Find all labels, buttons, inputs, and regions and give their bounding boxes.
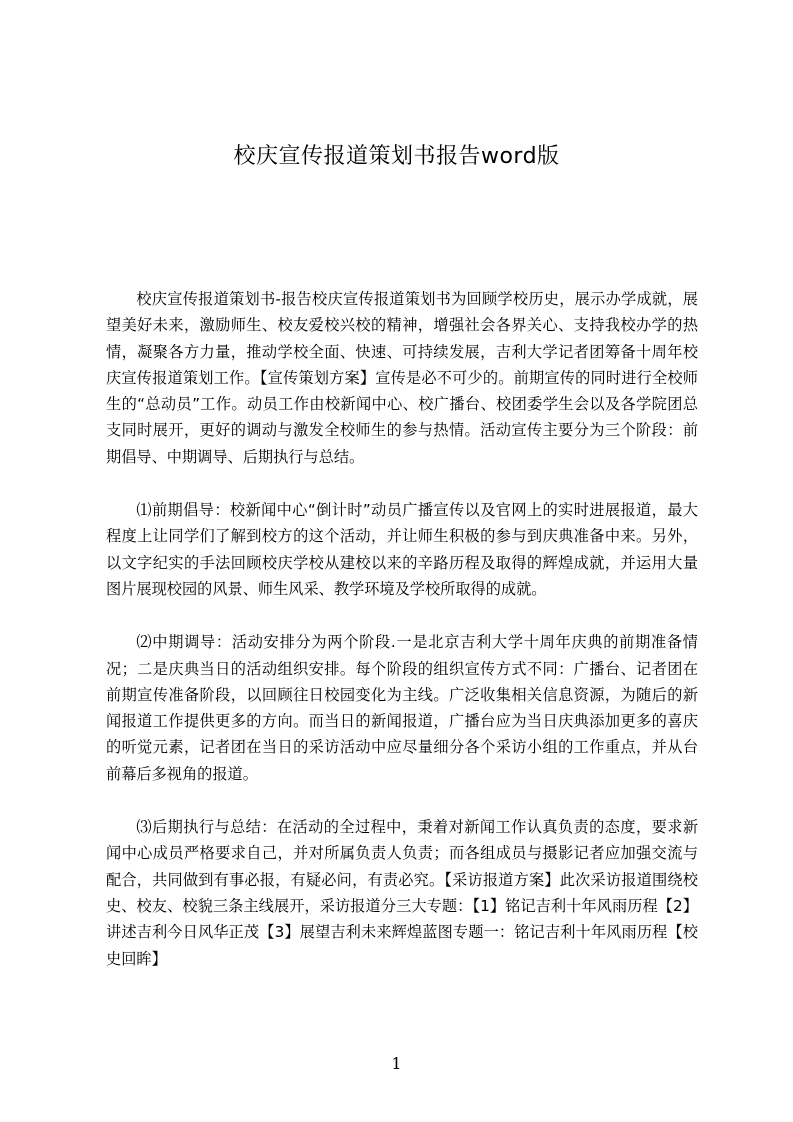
paragraph-intro: 校庆宣传报道策划书-报告校庆宣传报道策划书为回顾学校历史，展示办学成就，展望美好未来，激励师生、校友爱校兴校的精神，增强社会各界关心、支持我校办学的热情，凝聚各方力量，推动学校全面、快速、可持续发展，吉利大学记者团筹备十周年校庆宣传报道策划工作。【宣传策划方案】宣传是必不可少的。前期宣传的同时进行全校师生的“总动员”工作。动员工作由校新闻中心、校广播台、校团委学生会以及各学院团总支同时展开，更好的调动与激发全校师生的参与热情。活动宣传主要分为三个阶段：前期倡导、中期调导、后期执行与总结。 xyxy=(106,290,698,466)
paragraph-late-stage: ⑶后期执行与总结：在活动的全过程中，秉着对新闻工作认真负责的态度，要求新闻中心成员严格要求自己，并对所属负责人负责；而各组成员与摄影记者应加强交流与配合，共同做到有事必报，有疑必问，有责必究。【采访报道方案】此次采访报道围绕校史、校友、校貌三条主线展开，采访报道分三大专题：【1】铭记吉利十年风雨历程【2】讲述吉利今日风华正茂【3】展望吉利未来辉煌蓝图专题一：铭记吉利十年风雨历程【校史回眸】 xyxy=(106,818,698,968)
document-body xyxy=(106,286,698,999)
paragraph-middle-stage: ⑵中期调导：活动安排分为两个阶段.一是北京吉利大学十周年庆典的前期准备情况；二是庆典当日的活动组织安排。每个阶段的组织宣传方式不同：广播台、记者团在前期宣传准备阶段，以回顾往日校园变化为主线。广泛收集相关信息资源，为随后的新闻报道工作提供更多的方向。而当日的新闻报道，广播台应为当日庆典添加更多的喜庆的听觉元素，记者团在当日的采访活动中应尽量细分各个采访小组的工作重点，并从台前幕后多视角的报道。 xyxy=(106,633,698,783)
page-number: 1 xyxy=(391,1054,402,1073)
paragraph-early-stage: ⑴前期倡导：校新闻中心“倒计时”动员广播宣传以及官网上的实时进展报道，最大程度上让同学们了解到校方的这个活动，并让师生积极的参与到庆典准备中来。另外，以文字纪实的手法回顾校庆学校从建校以来的辛路历程及取得的辉煌成就，并运用大量图片展现校园的风景、师生风采、教学环境及学校所取得的成就。 xyxy=(106,501,698,598)
document-title: 校庆宣传报道策划书报告word版 xyxy=(233,144,560,169)
